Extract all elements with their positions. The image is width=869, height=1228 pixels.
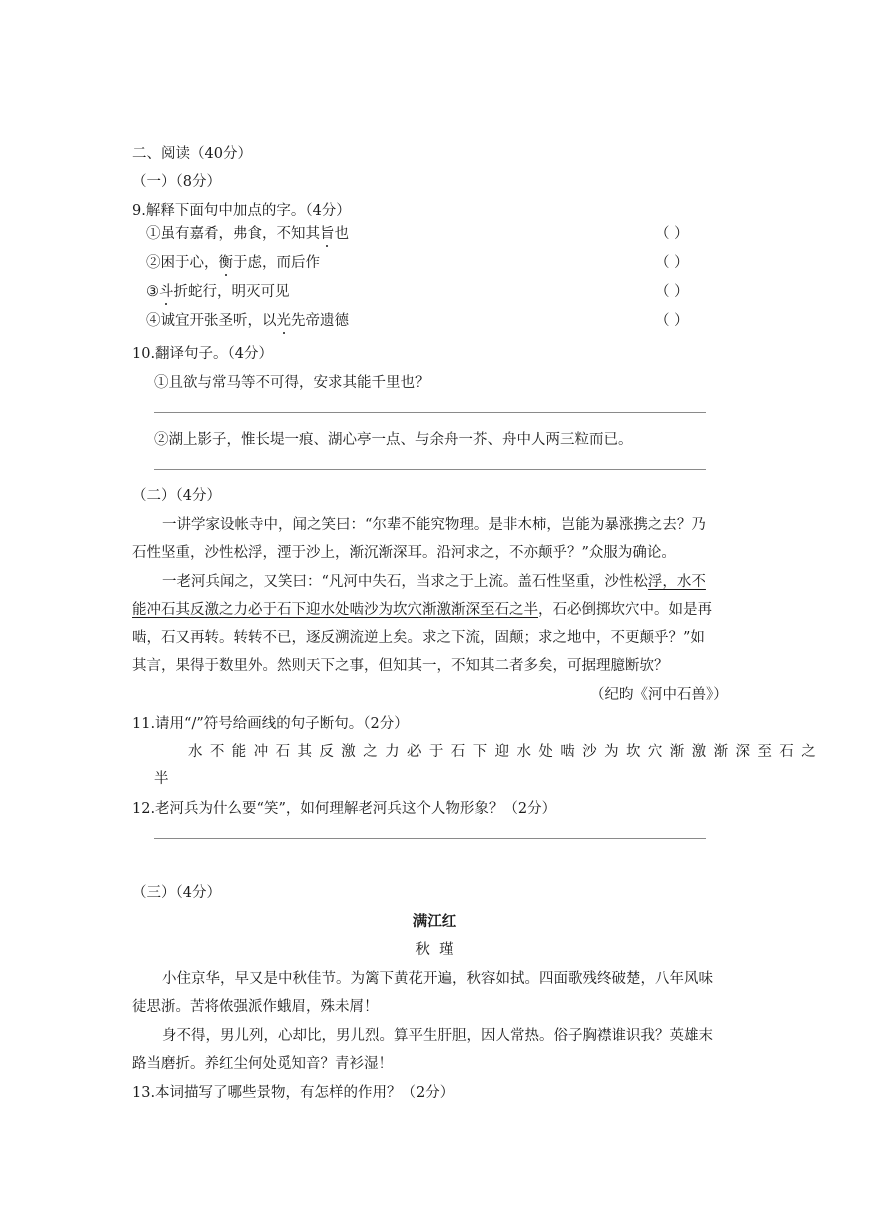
dotted-char: 旨 — [320, 222, 335, 243]
q9-item-3: ③斗折蛇行，明灭可见 — [146, 280, 290, 301]
answer-line[interactable] — [154, 838, 706, 839]
q9-item-2: ②困于心，衡于虑，而后作 — [146, 251, 320, 272]
q10-sentence-1: ①且欲与常马等不可得，安求其能千里也？ — [154, 375, 430, 391]
stanza1-line1: 小住京华，早又是中秋佳节。为篱下黄花开遍，秋容如拭。四面歌残终破楚，八年风味 — [162, 971, 713, 987]
underlined-sentence: 浮，水不 — [647, 574, 706, 590]
q10-sentence-2: ②湖上影子，惟长堤一痕、湖心亭一点、与余舟一芥、舟中人两三粒而已。 — [154, 432, 633, 448]
section-title: 二、阅读（40分） — [132, 146, 252, 162]
dotted-char: 衡 — [219, 251, 234, 272]
stanza2-line2: 路当磨折。养红尘何处觅知音？青衫湿！ — [132, 1056, 393, 1072]
part2-header: （二）（4分） — [132, 488, 221, 504]
answer-paren-4: （ ） — [655, 313, 689, 329]
passage-p1-line1: 一讲学家设帐寺中，闻之笑曰：“尔辈不能究物理。是非木柿，岂能为暴涨携之去？乃 — [162, 517, 706, 533]
dotted-char: 光 — [277, 309, 292, 330]
q13-stem: 13.本词描写了哪些景物，有怎样的作用？（2分） — [132, 1085, 455, 1101]
passage-p2-line4: 其言，果得于数里外。然则天下之事，但知其一，不知其二者多矣，可据理臆断欤？ — [132, 658, 669, 674]
dotted-char: 斗 — [159, 280, 174, 301]
answer-line[interactable] — [154, 469, 706, 470]
q10-stem: 10.翻译句子。（4分） — [132, 346, 274, 362]
q9-item-1: ①虽有嘉肴，弗食，不知其旨也 — [146, 222, 349, 243]
q11-sentence: 水不能冲石其反激之力必于石下迎水处啮沙为坎穴渐激渐深至石之 — [188, 744, 824, 760]
stanza1-line2: 徒思浙。苦将侬强派作蛾眉，殊未屑！ — [132, 999, 379, 1015]
answer-paren-1: （ ） — [655, 226, 689, 242]
q9-stem: 9.解释下面句中加点的字。（4分） — [132, 203, 351, 219]
passage-p2-line3: 啮，石又再转。转转不已，逐反溯流逆上矣。求之下流，固颠；求之地中，不更颠乎？”如 — [132, 630, 705, 646]
passage-source: （纪昀《河中石兽》） — [590, 687, 728, 703]
underlined-sentence: 能冲石其反激之力必于石下迎水处啮沙为坎穴渐激渐深至石之半 — [132, 602, 538, 618]
passage-p2-line2: 能冲石其反激之力必于石下迎水处啮沙为坎穴渐激渐深至石之半，石必倒掷坎穴中。如是再 — [132, 602, 712, 618]
answer-paren-2: （ ） — [655, 255, 689, 271]
q11-stem: 11.请用“/”符号给画线的句子断句。（2分） — [132, 716, 409, 732]
q12-stem: 12.老河兵为什么要“笑”，如何理解老河兵这个人物形象？（2分） — [132, 801, 557, 817]
part1-header: （一）（8分） — [132, 174, 221, 190]
stanza2-line1: 身不得，男儿列，心却比，男儿烈。算平生肝胆，因人常热。俗子胸襟谁识我？英雄末 — [162, 1028, 713, 1044]
answer-line[interactable] — [154, 412, 706, 413]
passage-p1-line2: 石性坚重，沙性松浮，湮于沙上，渐沉渐深耳。沿河求之，不亦颠乎？”众服为确论。 — [132, 545, 676, 561]
q11-sentence-end: 半 — [154, 771, 169, 787]
q9-item-4: ④诚宜开张圣听，以光先帝遗德 — [146, 309, 349, 330]
poem-title: 满江红 — [412, 913, 457, 930]
part3-header: （三）（4分） — [132, 885, 221, 901]
passage-p2-line1: 一老河兵闻之，又笑曰：“凡河中失石，当求之于上流。盖石性坚重，沙性松浮，水不 — [162, 574, 706, 590]
answer-paren-3: （ ） — [655, 284, 689, 300]
poem-author: 秋 瑾 — [415, 942, 454, 958]
